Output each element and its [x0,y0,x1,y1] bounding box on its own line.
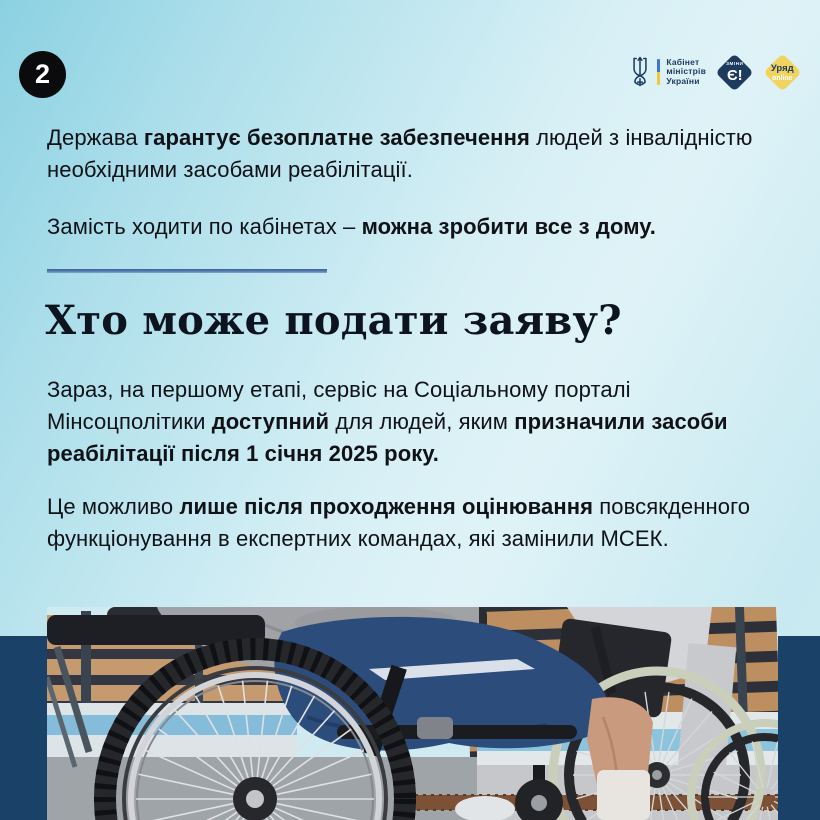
online-label: online [772,73,793,81]
uryad-online-logo [763,53,801,91]
section-divider [47,269,327,273]
cabinet-of-ministers-logo [629,55,706,89]
cabinet-line-2: міністрів [666,66,706,77]
zminy-label: ЗМІНИ [725,60,744,66]
white-sock [597,770,650,820]
section-heading: Хто може подати заяву? [45,297,622,344]
zminy-ye-logo [715,53,753,91]
uryad-label: Уряд [771,62,794,74]
step-number-badge: 2 [19,51,66,98]
wheelchair-photo [47,607,778,820]
header-logos [629,46,802,98]
cabinet-logo-text [666,58,706,87]
trident-icon [629,55,651,89]
cabinet-line-1: Кабінет [666,56,700,67]
wheelchair-photo-illustration [47,607,778,820]
flag-color-bar [657,59,660,85]
ye-label: Є! [726,66,743,84]
intro-paragraph-2: Замість ходити по кабінетах – можна зробити все з дому. [47,214,656,239]
cabinet-line-3: України [666,75,700,86]
body-paragraph-1: Зараз, на першому етапі, сервіс на Соціальному порталі Мінсоцполітики доступний для людей, яким призначили засоби реабілітації після 1 січня 2025 року. [47,377,728,466]
body-paragraph-2: Це можливо лише після проходження оцінювання повсякденного функціонування в експертних командах, які замінили МСЕК. [47,494,751,551]
intro-paragraph-1: Держава гарантує безоплатне забезпечення людей з інвалідністю необхідними засобами реабілітації. [47,125,753,182]
